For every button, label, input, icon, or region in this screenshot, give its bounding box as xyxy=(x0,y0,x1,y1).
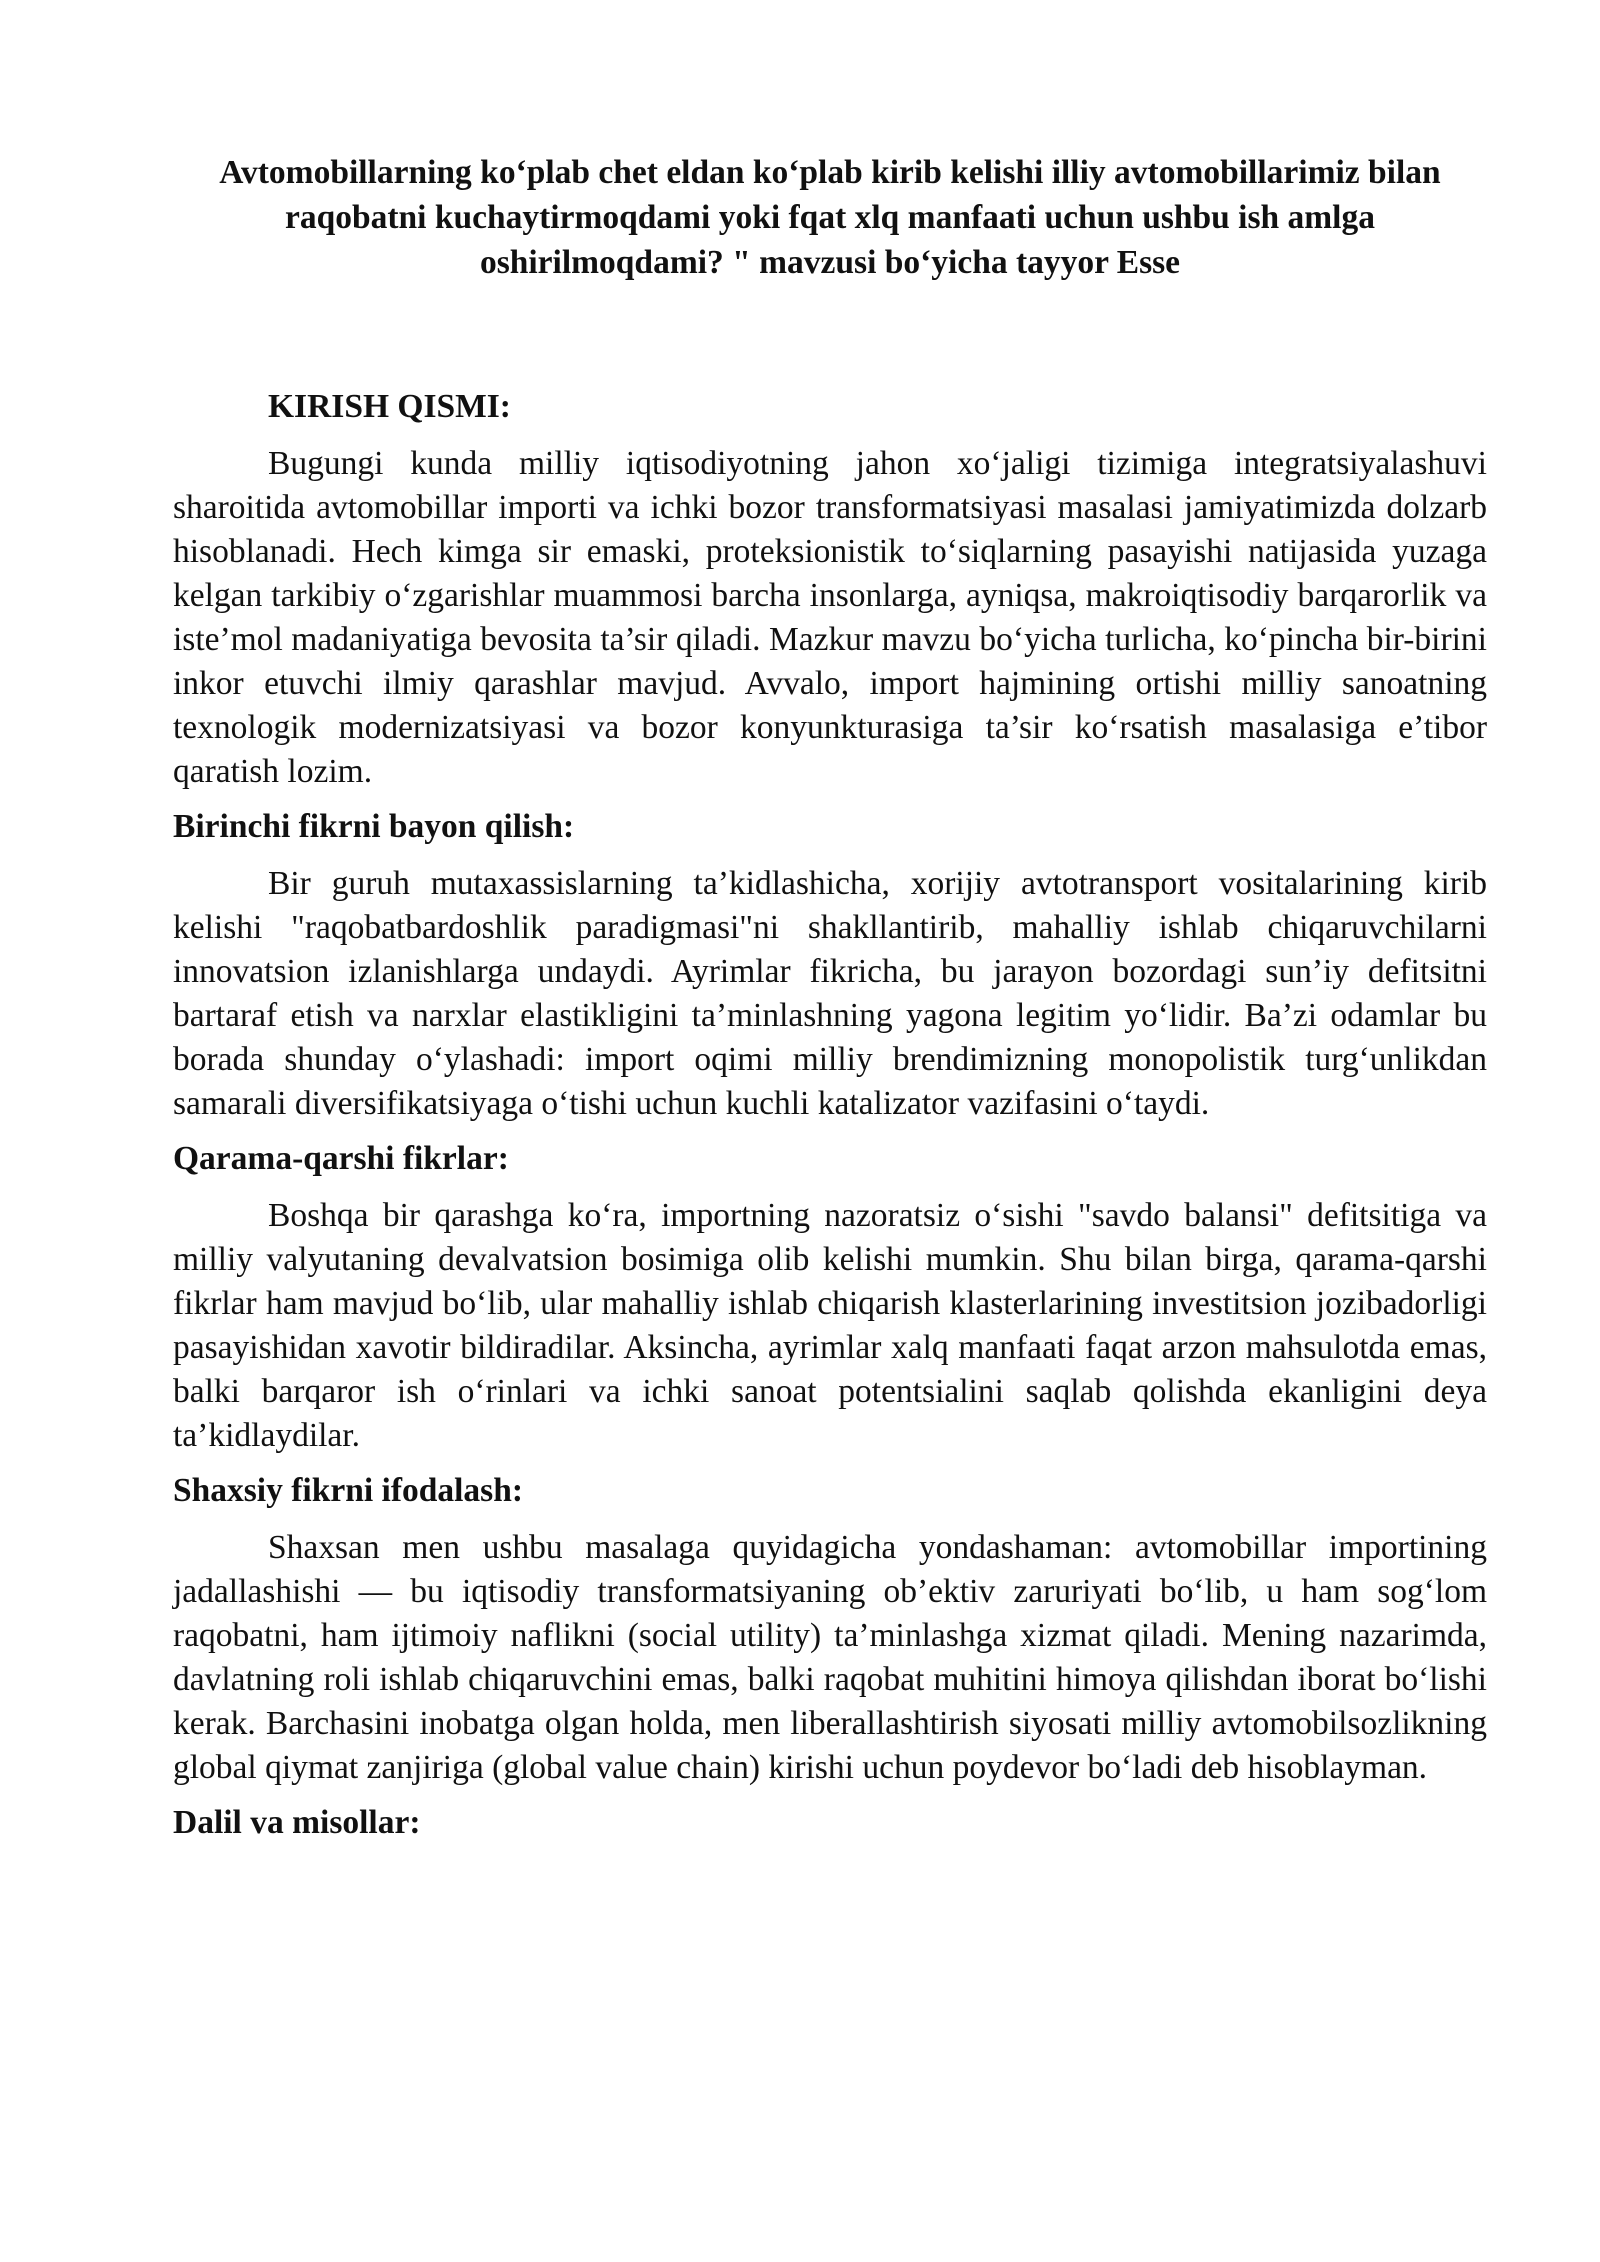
section-heading-evidence: Dalil va misollar: xyxy=(173,1804,421,1841)
essay-title: Avtomobillarning ko‘plab chet eldan ko‘plab kirib kelishi illiy avtomobillarimiz bilan raqobatni kuchaytirmoqdami yoki fqat xlq manfaati uchun ushbu ish amlga oshirilmoqdami? " mavzusi bo‘yicha tayyor Esse xyxy=(219,154,1441,281)
section-paragraph-personal-opinion: Shaxsan men ushbu masalaga quyidagicha yondashaman: avtomobillar importining jadallashishi — bu iqtisodiy transformatsiyaning ob’ektiv zaruriyati bo‘lib, u ham sog‘lom raqobatni, ham ijtimoiy naflikni (social utility) ta’minlashga xizmat qiladi. Mening nazarimda, davlatning roli ishlab chiqaruvchini emas, balki raqobat muhitini himoya qilishdan iborat bo‘lishi kerak. Barchasini inobatga olgan holda, men liberallashtirish siyosati milliy avtomobilsozlikning global qiymat zanjiriga (global value chain) kirishi uchun poydevor bo‘ladi deb hisoblayman. xyxy=(173,1529,1487,1786)
section-heading-intro: KIRISH QISMI: xyxy=(268,388,511,425)
title-spacer xyxy=(173,285,1487,385)
section-heading-first-opinion: Birinchi fikrni bayon qilish: xyxy=(173,808,575,845)
section-paragraph-first-opinion: Bir guruh mutaxassislarning ta’kidlashicha, xorijiy avtotransport vositalarining kirib kelishi "raqobatbardoshlik paradigmasi"ni shakllantirib, mahalliy ishlab chiqaruvchilarni innovatsion izlanishlarga undaydi. Ayrimlar fikricha, bu jarayon bozordagi sun’iy defitsitni bartaraf etish va narxlar elastikligini ta’minlashning yagona legitim yo‘lidir. Ba’zi odamlar bu borada shunday o‘ylashadi: import oqimi milliy brendimizning monopolistik turg‘unlikdan samarali diversifikatsiyaga o‘tishi uchun kuchli katalizator vazifasini o‘taydi. xyxy=(173,865,1487,1122)
section-paragraph-counter-opinions: Boshqa bir qarashga ko‘ra, importning nazoratsiz o‘sishi "savdo balansi" defitsitiga va milliy valyutaning devalvatsion bosimiga olib kelishi mumkin. Shu bilan birga, qarama-qarshi fikrlar ham mavjud bo‘lib, ular mahalliy ishlab chiqarish klasterlarining investitsion jozibadorligi pasayishidan xavotir bildiradilar. Aksincha, ayrimlar xalq manfaati faqat arzon mahsulotda emas, balki barqaror ish o‘rinlari va ichki sanoat potentsialini saqlab qolishda ekanligini deya ta’kidlaydilar. xyxy=(173,1197,1487,1454)
document-page xyxy=(173,150,1487,1845)
section-paragraph-intro: Bugungi kunda milliy iqtisodiyotning jahon xo‘jaligi tizimiga integratsiyalashuvi sharoitida avtomobillar importi va ichki bozor transformatsiyasi masalasi jamiyatimizda dolzarb hisoblanadi. Hech kimga sir emaski, proteksionistik to‘siqlarning pasayishi natijasida yuzaga kelgan tarkibiy o‘zgarishlar muammosi barcha insonlarga, ayniqsa, makroiqtisodiy barqarorlik va iste’mol madaniyatiga bevosita ta’sir qiladi. Mazkur mavzu bo‘yicha turlicha, ko‘pincha bir-birini inkor etuvchi ilmiy qarashlar mavjud. Avvalo, import hajmining ortishi milliy sanoatning texnologik modernizatsiyasi va bozor konyunkturasiga ta’sir ko‘rsatish masalasiga e’tibor qaratish lozim. xyxy=(173,445,1487,790)
section-heading-personal-opinion: Shaxsiy fikrni ifodalash: xyxy=(173,1472,523,1509)
section-heading-counter-opinions: Qarama-qarshi fikrlar: xyxy=(173,1140,509,1177)
